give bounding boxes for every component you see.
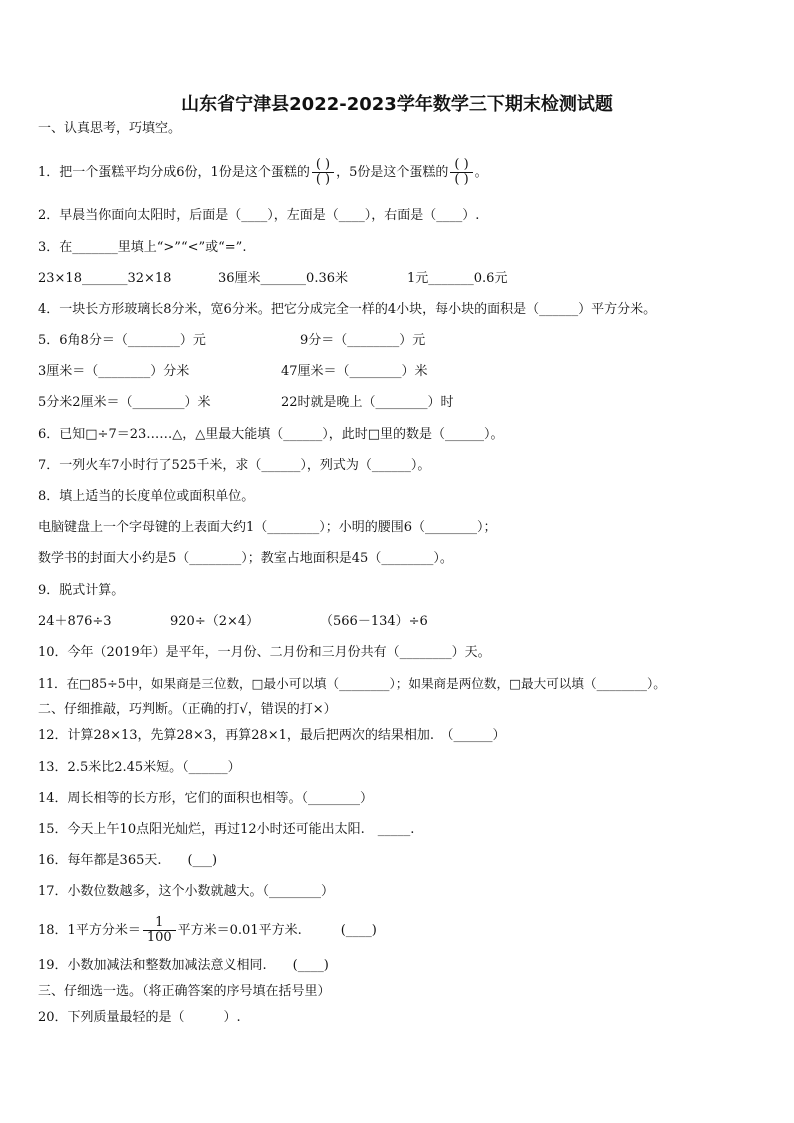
question-13: 13．2.5米比2.45米短。（______） (38, 760, 241, 775)
question-17: 17．小数位数越多，这个小数就越大。（________） (38, 884, 335, 899)
question-9b: 920÷（2×4） (170, 614, 260, 629)
q1-numerator-2: ( ) (450, 158, 472, 173)
question-1 (38, 158, 488, 187)
question-4: 4．一块长方形玻璃长8分米，宽6分米。把它分成完全一样的4小块，每小块的面积是（______）平方分米。 (38, 302, 657, 317)
question-9: 9．脱式计算。 (38, 583, 125, 598)
q1-fraction-2 (450, 158, 472, 187)
question-20: 20．下列质量最轻的是（ ）. (38, 1010, 241, 1025)
q18-fraction (143, 916, 176, 945)
question-5e: 5分米2厘米＝（________）米 (38, 395, 211, 410)
question-10: 10．今年（2019年）是平年，一月份、二月份和三月份共有（________）天。 (38, 645, 491, 660)
q1-text-c: 。 (474, 165, 488, 180)
question-12: 12．计算28×13，先算28×3，再算28×1，最后把两次的结果相加. （______） (38, 728, 506, 743)
section-heading-1: 一、认真思考，巧填空。 (38, 121, 182, 136)
section-heading-2: 二、仔细推敲，巧判断。（正确的打√，错误的打×） (38, 702, 337, 717)
question-3a: 23×18_______32×18 (38, 271, 172, 286)
section-heading-3: 三、仔细选一选。（将正确答案的序号填在括号里） (38, 984, 331, 999)
q18-denominator: 100 (146, 930, 172, 945)
question-18 (38, 916, 377, 945)
question-9c: （566－134）÷6 (320, 614, 428, 629)
q18-text-b: 平方米＝0.01平方米. (____) (177, 923, 377, 938)
q1-denominator-2: ( ) (454, 172, 469, 187)
question-6: 6．已知□÷7＝23……△，△里最大能填（______），此时□里的数是（______）。 (38, 427, 504, 442)
question-5b: 9分＝（________）元 (300, 333, 426, 348)
question-11: 11．在□85÷5中，如果商是三位数，□最小可以填（________）；如果商是两位数，□最大可以填（________）。 (38, 676, 666, 691)
question-7: 7．一列火车7小时行了525千米，求（______），列式为（______）。 (38, 458, 431, 473)
page-title: 山东省宁津县2022-2023学年数学三下期末检测试题 (181, 94, 613, 115)
q18-numerator: 1 (143, 916, 176, 931)
question-3c: 1元_______0.6元 (407, 271, 508, 286)
question-14: 14．周长相等的长方形，它们的面积也相等。（________） (38, 791, 374, 806)
q18-text-a: 18．1平方分米＝ (38, 923, 141, 938)
question-8b: 数学书的封面大小约是5（________）；教室占地面积是45（________）。 (38, 551, 453, 566)
question-2: 2．早晨当你面向太阳时，后面是（____），左面是（____），右面是（____）. (38, 208, 480, 223)
question-5a: 5．6角8分＝（________）元 (38, 333, 206, 348)
question-16: 16．每年都是365天. (___) (38, 853, 218, 868)
question-19: 19．小数加减法和整数加减法意义相同. (____) (38, 958, 329, 973)
question-5f: 22时就是晚上（________）时 (281, 395, 454, 410)
q1-text-b: ，5份是这个蛋糕的 (336, 165, 449, 180)
q1-text-a: 1．把一个蛋糕平均分成6份，1份是这个蛋糕的 (38, 165, 310, 180)
question-8a: 电脑键盘上一个字母键的上表面大约1（________）；小明的腰围6（________）； (38, 520, 497, 535)
q1-denominator-1: ( ) (315, 172, 331, 187)
question-5c: 3厘米＝（________）分米 (38, 364, 190, 379)
q1-fraction-1 (312, 158, 334, 187)
question-3: 3．在_______里填上“>”“<”或“=”. (38, 240, 247, 255)
question-3b: 36厘米_______0.36米 (218, 271, 348, 286)
question-5d: 47厘米＝（________）米 (281, 364, 428, 379)
question-9a: 24＋876÷3 (38, 614, 112, 629)
question-8: 8．填上适当的长度单位或面积单位。 (38, 489, 255, 504)
q1-numerator-1: ( ) (312, 158, 334, 173)
question-15: 15．今天上午10点阳光灿烂，再过12小时还可能出太阳. _____. (38, 822, 415, 837)
